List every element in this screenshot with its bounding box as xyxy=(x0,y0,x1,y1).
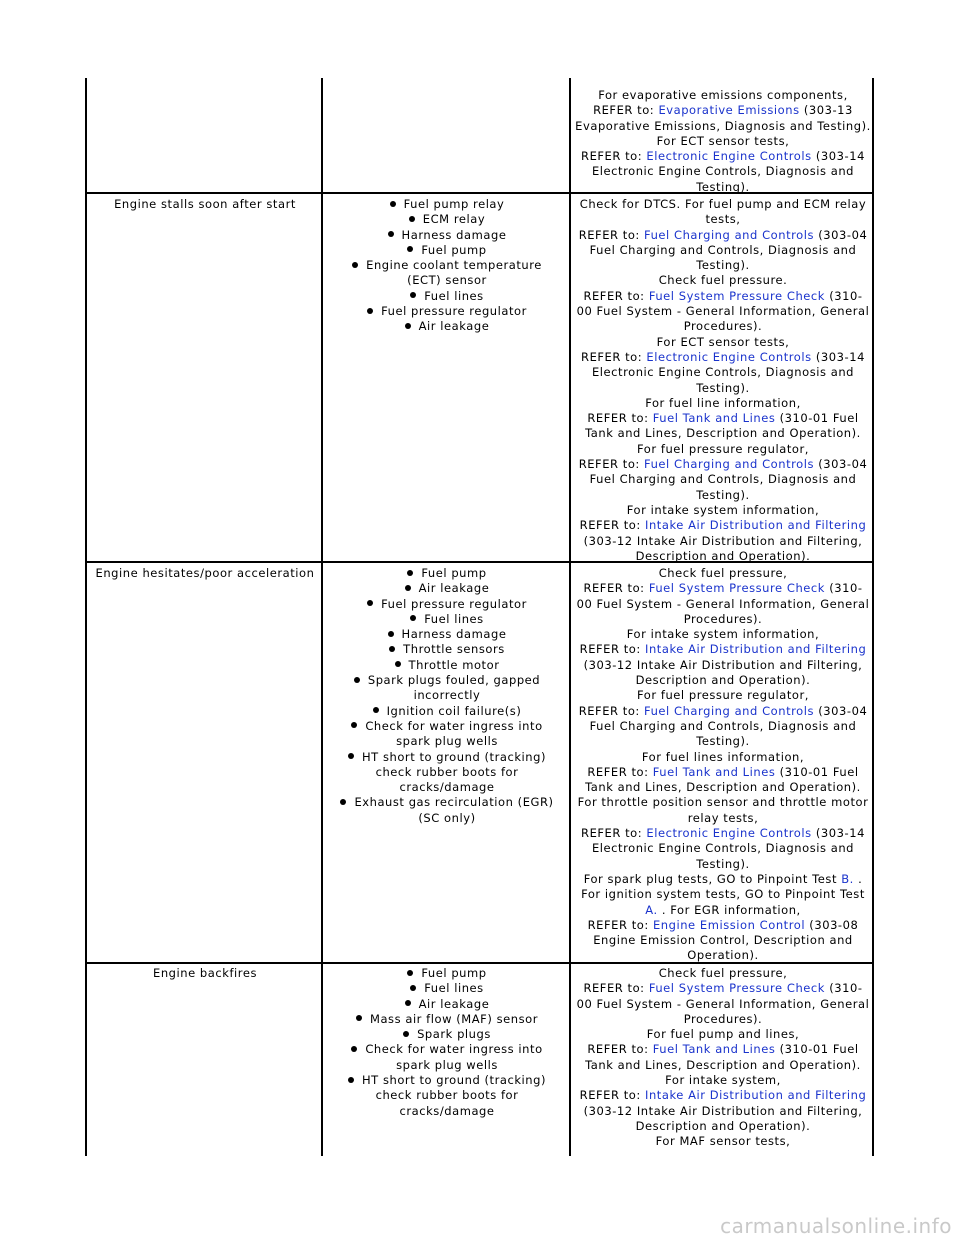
action-line xyxy=(572,289,874,304)
cause-item xyxy=(324,1012,570,1027)
action-line xyxy=(572,704,874,719)
cause-text: (ECT) sensor xyxy=(407,273,487,288)
action-text: REFER to: xyxy=(587,1042,653,1057)
cause-item xyxy=(324,258,570,289)
cause-text: Air leakage xyxy=(324,997,570,1012)
action-text: REFER to: xyxy=(583,981,649,996)
reference-link[interactable]: Intake Air Distribution and Filtering xyxy=(645,1088,867,1103)
action-text: For fuel pressure regulator, xyxy=(637,688,809,703)
action-text: For ECT sensor tests, xyxy=(656,133,790,148)
action-text: 00 Fuel System - General Information, General xyxy=(576,596,870,611)
action-text: Electronic Engine Controls, Diagnosis and xyxy=(591,164,855,179)
cause-text: Fuel pump xyxy=(324,566,570,581)
action-text: (310- xyxy=(825,288,863,303)
bullet-icon xyxy=(405,1000,411,1006)
action-line xyxy=(572,534,874,549)
action-text: Description and Operation). xyxy=(635,548,811,563)
cause-text: Fuel lines xyxy=(324,289,570,304)
row-1-actions xyxy=(572,197,874,564)
cause-item xyxy=(324,997,570,1012)
bullet-icon xyxy=(351,722,357,728)
cause-text: (SC only) xyxy=(418,810,476,825)
action-line xyxy=(572,841,874,856)
action-text: Operation). xyxy=(687,948,759,963)
action-line xyxy=(572,365,874,380)
action-line xyxy=(572,1058,874,1073)
cause-item xyxy=(324,612,570,627)
action-line xyxy=(572,872,874,887)
bullet-icon xyxy=(410,615,416,621)
bullet-icon xyxy=(403,1031,409,1037)
action-text: Electronic Engine Controls, Diagnosis and xyxy=(591,365,855,380)
action-text: . For EGR information, xyxy=(657,902,801,917)
action-line xyxy=(572,273,874,288)
bullet-icon xyxy=(348,1077,354,1083)
action-line xyxy=(572,258,874,273)
cause-text: cracks/damage xyxy=(399,780,495,795)
action-text: Check fuel pressure, xyxy=(658,566,788,580)
cause-text: Spark plugs fouled, gapped xyxy=(324,673,570,688)
reference-link[interactable]: Evaporative Emissions xyxy=(658,103,800,118)
action-line xyxy=(572,319,874,334)
cause-item xyxy=(324,581,570,596)
action-line xyxy=(572,472,874,487)
bullet-icon xyxy=(388,231,394,237)
action-line xyxy=(572,197,874,212)
bullet-icon xyxy=(395,661,401,667)
cause-text: Air leakage xyxy=(324,581,570,596)
action-text: REFER to: xyxy=(578,457,645,472)
cause-text: Spark plugs xyxy=(324,1027,570,1042)
action-text: Fuel Charging and Controls, Diagnosis and xyxy=(589,472,857,487)
reference-link[interactable]: Intake Air Distribution and Filtering xyxy=(645,518,867,533)
row-2-actions xyxy=(572,566,874,964)
cause-item xyxy=(324,289,570,304)
action-line xyxy=(572,549,874,564)
action-text: (310-01 Fuel xyxy=(775,764,859,779)
action-text: Electronic Engine Controls, Diagnosis and xyxy=(591,841,855,856)
action-line xyxy=(572,396,874,411)
action-text: REFER to: xyxy=(578,703,645,718)
action-line xyxy=(572,1073,874,1088)
cause-text: check rubber boots for xyxy=(375,1088,519,1103)
cause-text: Mass air flow (MAF) sensor xyxy=(324,1012,570,1027)
action-text: (303-04 xyxy=(814,703,868,718)
action-text: Testing). xyxy=(696,380,750,395)
cause-item xyxy=(324,1042,570,1073)
action-text: REFER to: xyxy=(583,581,649,596)
cause-item xyxy=(324,319,570,334)
bullet-icon xyxy=(356,1015,362,1021)
cause-text: Fuel lines xyxy=(324,612,570,627)
cause-text: spark plug wells xyxy=(396,734,498,749)
action-line xyxy=(572,673,874,688)
action-line xyxy=(572,688,874,703)
causes-list xyxy=(324,197,570,335)
action-text: Engine Emission Control, Description and xyxy=(593,933,853,948)
cause-item xyxy=(324,243,570,258)
action-line xyxy=(572,627,874,642)
action-line xyxy=(572,566,874,581)
bullet-icon xyxy=(405,585,411,591)
action-text: (303-14 xyxy=(811,349,865,364)
action-text: REFER to: xyxy=(581,826,647,841)
row-2-causes xyxy=(324,566,570,826)
action-line xyxy=(572,488,874,503)
reference-link[interactable]: Fuel Charging and Controls xyxy=(644,457,815,472)
action-text: (310-01 Fuel xyxy=(775,1042,859,1057)
reference-link[interactable]: Electronic Engine Controls xyxy=(646,826,812,841)
action-text: (303-04 xyxy=(814,227,868,242)
action-line xyxy=(572,765,874,780)
cause-item xyxy=(324,197,570,212)
cause-item xyxy=(324,1073,570,1119)
reference-link[interactable]: Fuel System Pressure Check xyxy=(648,288,825,303)
action-text: Tank and Lines, Description and Operation). xyxy=(585,780,861,795)
causes-list xyxy=(324,566,570,826)
action-text: REFER to: xyxy=(579,518,646,533)
table-border-left xyxy=(85,78,87,1156)
action-line xyxy=(572,948,874,963)
bullet-icon xyxy=(352,262,358,268)
cause-item xyxy=(324,566,570,581)
action-line xyxy=(572,1012,874,1027)
action-line xyxy=(572,381,874,396)
action-line xyxy=(572,304,874,319)
bullet-icon xyxy=(351,1046,357,1052)
cause-item xyxy=(324,704,570,719)
action-line xyxy=(572,442,874,457)
action-text: Check fuel pressure, xyxy=(658,966,788,980)
bullet-icon xyxy=(340,799,346,805)
action-text: Description and Operation). xyxy=(635,673,811,688)
cause-text: Throttle sensors xyxy=(324,642,570,657)
action-text: 00 Fuel System - General Information, General xyxy=(576,996,870,1011)
cause-text: Check for water ingress into xyxy=(324,1042,570,1057)
bullet-icon xyxy=(354,677,360,683)
action-line xyxy=(572,1088,874,1103)
action-text: relay tests, xyxy=(687,810,759,825)
action-text: REFER to: xyxy=(579,642,646,657)
action-text: For evaporative emissions components, xyxy=(598,88,848,102)
bullet-icon xyxy=(407,246,413,252)
bullet-icon xyxy=(367,308,373,314)
reference-link[interactable]: A. xyxy=(645,902,658,917)
cause-item xyxy=(324,981,570,996)
action-line xyxy=(572,119,874,134)
cause-item xyxy=(324,795,570,826)
cause-text: Engine coolant temperature xyxy=(324,258,570,273)
action-text: REFER to: xyxy=(587,764,653,779)
action-text: For spark plug tests, GO to Pinpoint Test xyxy=(583,871,842,886)
action-line xyxy=(572,350,874,365)
action-line xyxy=(572,1119,874,1134)
reference-link[interactable]: B. xyxy=(841,871,854,886)
table-border-col1 xyxy=(321,78,323,1156)
cause-text: Fuel pressure regulator xyxy=(324,597,570,612)
action-text: For fuel line information, xyxy=(645,395,801,410)
action-line xyxy=(572,750,874,765)
action-line xyxy=(572,997,874,1012)
action-line xyxy=(572,1042,874,1057)
cause-text: ECM relay xyxy=(324,212,570,227)
row-3-actions xyxy=(572,966,874,1150)
cause-text: Throttle motor xyxy=(324,658,570,673)
cause-text: cracks/damage xyxy=(399,1103,495,1118)
action-line xyxy=(572,981,874,996)
cause-text: Harness damage xyxy=(324,228,570,243)
action-text: (310- xyxy=(825,581,863,596)
cause-text: incorrectly xyxy=(413,688,481,703)
action-line xyxy=(572,212,874,227)
action-line xyxy=(572,243,874,258)
action-line xyxy=(572,180,874,195)
cause-item xyxy=(324,750,570,796)
bullet-icon xyxy=(405,323,411,329)
reference-link[interactable]: Fuel Tank and Lines xyxy=(652,1042,776,1057)
action-text: Fuel Charging and Controls, Diagnosis and xyxy=(589,718,857,733)
action-line xyxy=(572,411,874,426)
action-line xyxy=(572,426,874,441)
reference-link[interactable]: Electronic Engine Controls xyxy=(646,349,812,364)
action-line xyxy=(572,597,874,612)
action-text: 00 Fuel System - General Information, General xyxy=(576,304,870,319)
cause-text: HT short to ground (tracking) xyxy=(324,1073,570,1088)
action-text: Procedures). xyxy=(683,1011,763,1026)
cause-item xyxy=(324,228,570,243)
action-text: REFER to: xyxy=(583,288,649,303)
bullet-icon xyxy=(373,707,379,713)
reference-link[interactable]: Fuel Charging and Controls xyxy=(644,703,815,718)
cause-item xyxy=(324,673,570,704)
reference-link[interactable]: Intake Air Distribution and Filtering xyxy=(645,642,867,657)
cause-item xyxy=(324,966,570,981)
cause-text: Fuel lines xyxy=(324,981,570,996)
reference-link[interactable]: Fuel System Pressure Check xyxy=(648,581,825,596)
cause-item xyxy=(324,642,570,657)
reference-link[interactable]: Engine Emission Control xyxy=(652,917,806,932)
reference-link[interactable]: Fuel Tank and Lines xyxy=(652,411,776,426)
cause-text: Exhaust gas recirculation (EGR) xyxy=(324,795,570,810)
bullet-icon xyxy=(407,570,413,576)
action-text: Fuel Charging and Controls, Diagnosis and xyxy=(589,242,857,257)
action-line xyxy=(572,811,874,826)
reference-link[interactable]: Fuel Charging and Controls xyxy=(644,227,815,242)
action-text: For intake system information, xyxy=(626,627,820,642)
reference-link[interactable]: Fuel System Pressure Check xyxy=(648,981,825,996)
action-line xyxy=(572,658,874,673)
action-text: Description and Operation). xyxy=(635,1118,811,1133)
row-1-symptom: Engine stalls soon after start xyxy=(114,197,296,211)
action-line xyxy=(572,734,874,749)
action-line xyxy=(572,103,874,118)
action-text: (303-12 Intake Air Distribution and Filtering, xyxy=(583,533,863,548)
bullet-icon xyxy=(367,600,373,606)
row-0-actions xyxy=(572,88,874,195)
action-text: (303-13 xyxy=(799,103,853,118)
bullet-icon xyxy=(410,985,416,991)
action-line xyxy=(572,780,874,795)
cause-item xyxy=(324,212,570,227)
action-line xyxy=(572,1134,874,1149)
action-text: For MAF sensor tests, xyxy=(655,1134,791,1149)
bullet-icon xyxy=(348,753,354,759)
cause-text: Fuel pump xyxy=(324,966,570,981)
action-line xyxy=(572,857,874,872)
bullet-icon xyxy=(389,646,395,652)
action-text: (310- xyxy=(825,981,863,996)
causes-list xyxy=(324,966,570,1119)
action-line xyxy=(572,518,874,533)
action-text: (303-04 xyxy=(814,457,868,472)
cause-text: Ignition coil failure(s) xyxy=(324,704,570,719)
cause-item xyxy=(324,1027,570,1042)
action-line xyxy=(572,903,874,918)
action-text: Testing). xyxy=(696,487,750,502)
action-text: (310-01 Fuel xyxy=(775,411,859,426)
cause-text: Fuel pressure regulator xyxy=(324,304,570,319)
action-text: Tank and Lines, Description and Operation). xyxy=(585,426,861,441)
action-line xyxy=(572,164,874,179)
row-2-symptom: Engine hesitates/poor acceleration xyxy=(95,566,315,580)
action-line xyxy=(572,795,874,810)
cause-item xyxy=(324,304,570,319)
action-text: . xyxy=(853,871,863,886)
action-text: For intake system information, xyxy=(626,502,820,517)
action-line xyxy=(572,918,874,933)
watermark: carmanualsonline.info xyxy=(720,1214,952,1238)
action-text: (303-12 Intake Air Distribution and Filtering, xyxy=(583,657,863,672)
action-text: REFER to: xyxy=(579,1088,646,1103)
action-line xyxy=(572,1027,874,1042)
action-text: Check for DTCS. For fuel pump and ECM relay xyxy=(579,197,867,211)
action-text: REFER to: xyxy=(593,103,659,118)
action-line xyxy=(572,887,874,902)
reference-link[interactable]: Electronic Engine Controls xyxy=(646,149,812,164)
action-text: tests, xyxy=(705,212,741,227)
action-line xyxy=(572,1104,874,1119)
action-line xyxy=(572,826,874,841)
cause-text: Check for water ingress into xyxy=(324,719,570,734)
bullet-icon xyxy=(407,970,413,976)
action-text: REFER to: xyxy=(587,917,653,932)
bullet-icon xyxy=(388,631,394,637)
cause-item xyxy=(324,658,570,673)
action-text: (303-08 xyxy=(805,917,859,932)
action-line xyxy=(572,457,874,472)
action-text: For fuel pressure regulator, xyxy=(637,441,809,456)
action-text: Procedures). xyxy=(683,319,763,334)
cause-text: Air leakage xyxy=(324,319,570,334)
action-text: For ECT sensor tests, xyxy=(656,334,790,349)
row-3-causes xyxy=(324,966,570,1119)
action-text: (303-14 xyxy=(811,826,865,841)
action-line xyxy=(572,612,874,627)
action-text: Testing). xyxy=(696,179,750,194)
cause-text: spark plug wells xyxy=(396,1057,498,1072)
bullet-icon xyxy=(390,201,396,207)
row-3-symptom: Engine backfires xyxy=(153,966,257,980)
cause-text: HT short to ground (tracking) xyxy=(324,750,570,765)
reference-link[interactable]: Fuel Tank and Lines xyxy=(652,764,776,779)
action-text: For ignition system tests, GO to Pinpoint Test xyxy=(581,887,865,902)
action-text: For fuel lines information, xyxy=(641,749,805,764)
bullet-icon xyxy=(409,216,415,222)
action-text: REFER to: xyxy=(587,411,653,426)
action-text: REFER to: xyxy=(581,349,647,364)
action-line xyxy=(572,581,874,596)
action-text: REFER to: xyxy=(578,227,645,242)
action-text: For fuel pump and lines, xyxy=(646,1027,800,1042)
action-text: Testing). xyxy=(696,856,750,871)
action-text: Evaporative Emissions, Diagnosis and Testing). xyxy=(575,118,871,133)
action-text: For intake system, xyxy=(665,1073,781,1088)
cause-text: Fuel pump relay xyxy=(324,197,570,212)
action-line xyxy=(572,719,874,734)
action-line xyxy=(572,335,874,350)
action-line xyxy=(572,933,874,948)
action-text: Tank and Lines, Description and Operation). xyxy=(585,1057,861,1072)
action-text: Check fuel pressure. xyxy=(658,273,788,288)
row-1-causes xyxy=(324,197,570,335)
action-line xyxy=(572,88,874,103)
cause-item xyxy=(324,719,570,750)
action-text: Procedures). xyxy=(683,611,763,626)
bullet-icon xyxy=(410,292,416,298)
action-text: REFER to: xyxy=(581,149,647,164)
action-text: Testing). xyxy=(696,734,750,749)
cause-item xyxy=(324,627,570,642)
action-line xyxy=(572,228,874,243)
action-text: For throttle position sensor and throttle motor xyxy=(577,795,869,810)
action-line xyxy=(572,966,874,981)
cause-text: Fuel pump xyxy=(324,243,570,258)
action-text: Testing). xyxy=(696,258,750,273)
action-line xyxy=(572,149,874,164)
cause-text: Harness damage xyxy=(324,627,570,642)
action-line xyxy=(572,503,874,518)
action-line xyxy=(572,134,874,149)
cause-text: check rubber boots for xyxy=(375,764,519,779)
action-line xyxy=(572,642,874,657)
cause-item xyxy=(324,597,570,612)
action-text: (303-12 Intake Air Distribution and Filtering, xyxy=(583,1103,863,1118)
action-text: (303-14 xyxy=(811,149,865,164)
